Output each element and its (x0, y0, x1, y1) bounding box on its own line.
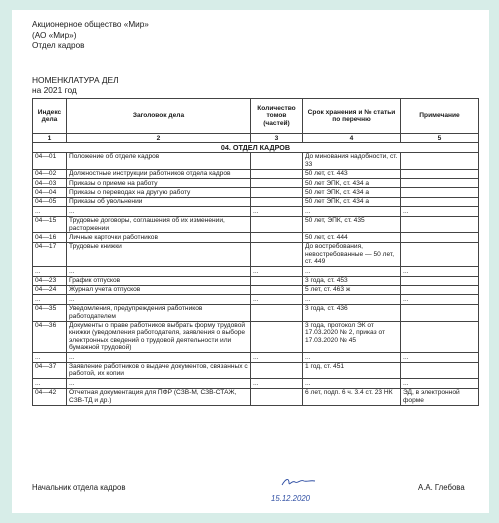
row-volumes (251, 152, 303, 169)
row-title: График отпусков (67, 276, 251, 285)
row-index: ... (33, 353, 67, 362)
row-index: ... (33, 267, 67, 276)
table-row (33, 188, 479, 197)
row-volumes (251, 179, 303, 188)
col-header-heading: Заголовок дела (67, 99, 251, 134)
organization-header (32, 20, 149, 52)
column-number: 3 (251, 134, 303, 143)
table-row (33, 169, 479, 178)
signature-mark (280, 476, 318, 488)
row-title: Документы о праве работников выбрать форму трудовой книжки (уведомления работодателя, заявления о выборе электронных сведений о трудовой деятельности или бумажной трудовой) (67, 321, 251, 353)
org-name: Акционерное общество «Мир» (32, 20, 149, 29)
row-note (401, 152, 479, 169)
row-storage: 50 лет, ст. 443 (303, 169, 401, 178)
row-note: ... (401, 295, 479, 304)
row-storage: ... (303, 295, 401, 304)
row-volumes (251, 276, 303, 285)
row-note (401, 321, 479, 353)
row-title: Должностные инструкции работников отдела кадров (67, 169, 251, 178)
row-index: 04—02 (33, 169, 67, 178)
row-title: ... (67, 207, 251, 216)
row-volumes: ... (251, 353, 303, 362)
row-title: Положение об отделе кадров (67, 152, 251, 169)
row-title: Приказы о приеме на работу (67, 179, 251, 188)
table-row (33, 295, 479, 304)
document-year: на 2021 год (32, 85, 77, 95)
nomenclature-table (32, 98, 479, 406)
row-volumes (251, 362, 303, 379)
row-title: Отчетная документация для ПФР (СЗВ-М, СЗВ-СТАЖ, СЗВ-ТД и др.) (67, 388, 251, 405)
row-title: Трудовые договоры, соглашения об их изменении, расторжении (67, 216, 251, 233)
column-number: 1 (33, 134, 67, 143)
row-title: ... (67, 295, 251, 304)
row-volumes (251, 304, 303, 321)
row-title: Уведомления, предупреждения работников работодателем (67, 304, 251, 321)
row-storage: 50 лет, ЭПК, ст. 435 (303, 216, 401, 233)
row-note (401, 362, 479, 379)
row-title: ... (67, 379, 251, 388)
row-storage: ... (303, 207, 401, 216)
row-storage: 50 лет ЭПК, ст. 434 а (303, 188, 401, 197)
row-volumes: ... (251, 267, 303, 276)
row-index: 04—15 (33, 216, 67, 233)
row-index: 04—05 (33, 197, 67, 206)
row-index: 04—35 (33, 304, 67, 321)
row-note (401, 169, 479, 178)
row-note (401, 216, 479, 233)
row-title: ... (67, 267, 251, 276)
row-storage: 1 год, ст. 451 (303, 362, 401, 379)
row-index: 04—23 (33, 276, 67, 285)
row-storage: 50 лет ЭПК, ст. 434 а (303, 179, 401, 188)
row-note: ... (401, 379, 479, 388)
row-title: Приказы об увольнении (67, 197, 251, 206)
table-row (33, 362, 479, 379)
row-title: ... (67, 353, 251, 362)
row-index: ... (33, 207, 67, 216)
row-title: Трудовые книжки (67, 242, 251, 266)
row-index: 04—16 (33, 233, 67, 242)
row-storage: 5 лет, ст. 463 ж (303, 285, 401, 294)
row-index: 04—37 (33, 362, 67, 379)
row-title: Личные карточки работников (67, 233, 251, 242)
signer-position: Начальник отдела кадров (32, 483, 126, 492)
col-header-note: Примечание (401, 99, 479, 134)
col-header-index: Индекс дела (33, 99, 67, 134)
column-number: 2 (67, 134, 251, 143)
row-index: 04—24 (33, 285, 67, 294)
row-volumes (251, 216, 303, 233)
row-note (401, 285, 479, 294)
row-volumes: ... (251, 379, 303, 388)
table-row (33, 388, 479, 405)
row-storage: 50 лет, ст. 444 (303, 233, 401, 242)
row-index: 04—42 (33, 388, 67, 405)
col-header-storage: Срок хранения и № статьи по перечню (303, 99, 401, 134)
row-note: ЭД, в электронной форме (401, 388, 479, 405)
table-row (33, 276, 479, 285)
row-note: ... (401, 207, 479, 216)
table-row (33, 197, 479, 206)
row-storage: 3 года, протокол ЭК от 17.03.2020 № 2, приказ от 17.03.2020 № 45 (303, 321, 401, 353)
row-note (401, 304, 479, 321)
row-storage: 3 года, ст. 453 (303, 276, 401, 285)
document-title-block (32, 75, 119, 95)
table-header-row (33, 99, 479, 134)
row-note (401, 242, 479, 266)
row-volumes (251, 233, 303, 242)
row-storage: До востребования, невостребованные — 50 лет, ст. 449 (303, 242, 401, 266)
row-volumes (251, 388, 303, 405)
row-index: 04—01 (33, 152, 67, 169)
table-row (33, 207, 479, 216)
row-note: ... (401, 267, 479, 276)
row-volumes (251, 285, 303, 294)
row-volumes (251, 188, 303, 197)
row-note: ... (401, 353, 479, 362)
table-row (33, 285, 479, 294)
column-number: 5 (401, 134, 479, 143)
table-row (33, 353, 479, 362)
row-storage: ... (303, 353, 401, 362)
row-storage: 50 лет ЭПК, ст. 434 а (303, 197, 401, 206)
document-title: НОМЕНКЛАТУРА ДЕЛ (32, 75, 119, 85)
row-index: 04—36 (33, 321, 67, 353)
row-volumes (251, 197, 303, 206)
row-index: 04—03 (33, 179, 67, 188)
org-short-name: (АО «Мир») (32, 30, 77, 40)
row-storage: ... (303, 379, 401, 388)
row-volumes (251, 242, 303, 266)
row-volumes: ... (251, 295, 303, 304)
table-row (33, 152, 479, 169)
table-row (33, 179, 479, 188)
table-row (33, 379, 479, 388)
table-row (33, 267, 479, 276)
row-title: Заявление работников о выдаче документов, связанных с работой, их копии (67, 362, 251, 379)
row-note (401, 233, 479, 242)
table-row (33, 321, 479, 353)
col-header-volumes: Количество томов (частей) (251, 99, 303, 134)
row-note (401, 179, 479, 188)
row-volumes: ... (251, 207, 303, 216)
column-number: 4 (303, 134, 401, 143)
row-storage: ... (303, 267, 401, 276)
row-index: 04—17 (33, 242, 67, 266)
table-row (33, 216, 479, 233)
row-storage: 6 лет, подп. 6 ч. 3.4 ст. 23 НК (303, 388, 401, 405)
document-sheet (12, 10, 489, 513)
signature-date: 15.12.2020 (271, 494, 311, 503)
row-note (401, 188, 479, 197)
signer-name: А.А. Глебова (418, 483, 465, 492)
table-row (33, 233, 479, 242)
row-note (401, 197, 479, 206)
row-storage: 3 года, ст. 436 (303, 304, 401, 321)
row-storage: До минования надобности, ст. 33 (303, 152, 401, 169)
table-row (33, 242, 479, 266)
row-index: ... (33, 295, 67, 304)
section-row (33, 143, 479, 152)
row-index: ... (33, 379, 67, 388)
column-number-row (33, 134, 479, 143)
section-title: 04. ОТДЕЛ КАДРОВ (33, 143, 479, 152)
row-index: 04—04 (33, 188, 67, 197)
table-row (33, 304, 479, 321)
row-note (401, 276, 479, 285)
row-volumes (251, 169, 303, 178)
row-volumes (251, 321, 303, 353)
row-title: Журнал учета отпусков (67, 285, 251, 294)
row-title: Приказы о переводах на другую работу (67, 188, 251, 197)
department-name: Отдел кадров (32, 41, 85, 50)
